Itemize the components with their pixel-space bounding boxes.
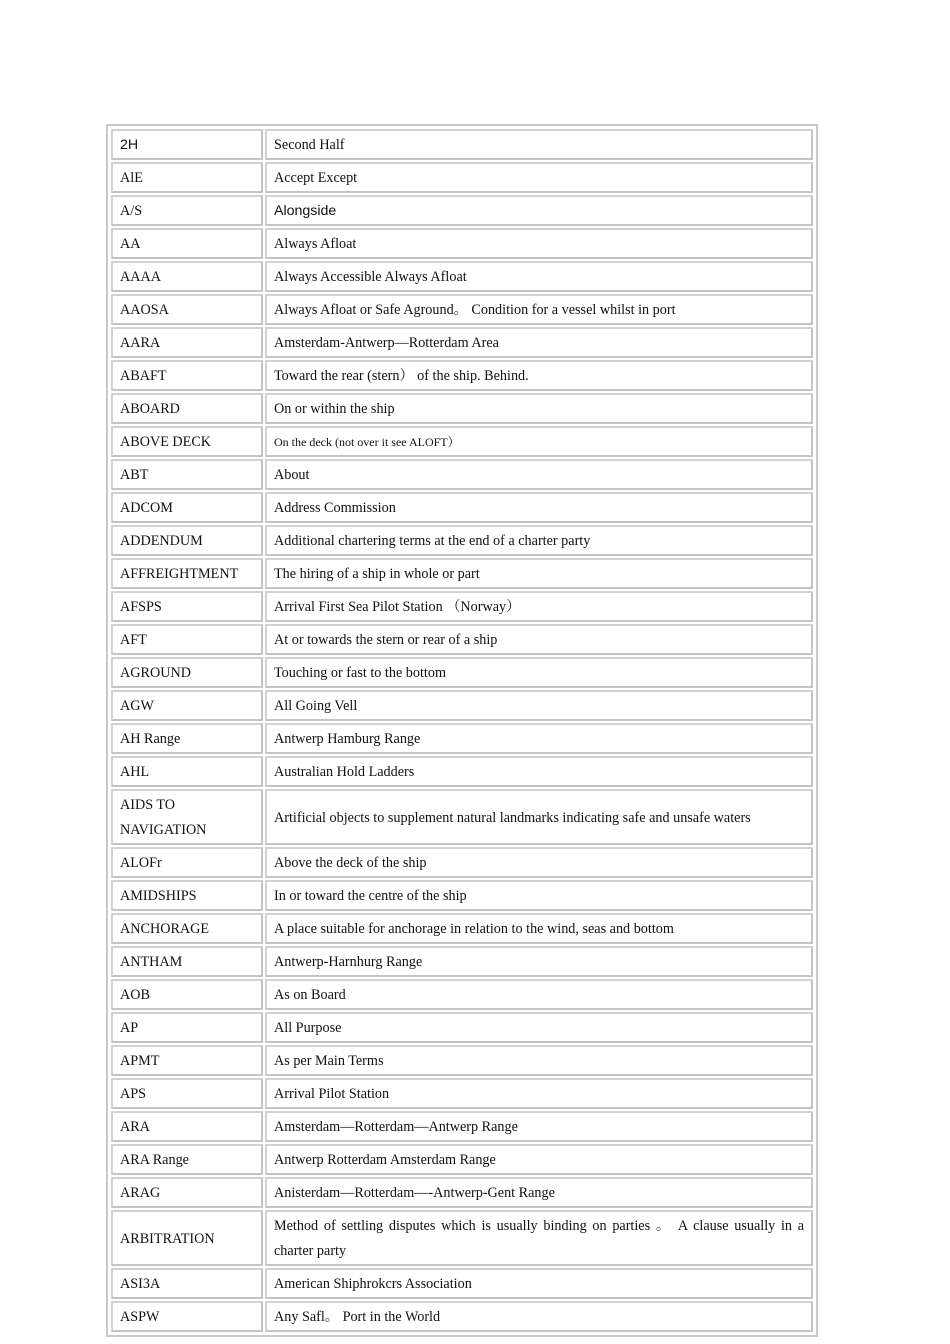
definition-cell: Arrival First Sea Pilot Station （Norway） xyxy=(265,591,813,622)
definition-cell: Touching or fast to the bottom xyxy=(265,657,813,688)
term-cell: ASPW xyxy=(111,1301,263,1332)
term-cell: ADCOM xyxy=(111,492,263,523)
definition-cell: Amsterdam-Antwerp—Rotterdam Area xyxy=(265,327,813,358)
term-cell: AlE xyxy=(111,162,263,193)
definition-cell: Australian Hold Ladders xyxy=(265,756,813,787)
definition-cell: A place suitable for anchorage in relation to the wind, seas and bottom xyxy=(265,913,813,944)
term-cell: ABT xyxy=(111,459,263,490)
definition-cell: As on Board xyxy=(265,979,813,1010)
term-cell: ARA xyxy=(111,1111,263,1142)
table-row xyxy=(111,1177,813,1208)
term-cell: ARAG xyxy=(111,1177,263,1208)
term-cell: APS xyxy=(111,1078,263,1109)
definition-cell: Accept Except xyxy=(265,162,813,193)
table-row xyxy=(111,913,813,944)
definition-cell: Method of settling disputes which is usually binding on parties 。 A clause usually in a charter party xyxy=(265,1210,813,1266)
table-row xyxy=(111,1111,813,1142)
table-row xyxy=(111,426,813,457)
table-row xyxy=(111,756,813,787)
table-row xyxy=(111,880,813,911)
term-cell: A/S xyxy=(111,195,263,226)
definition-cell: Antwerp Rotterdam Amsterdam Range xyxy=(265,1144,813,1175)
definition-cell: Alongside xyxy=(265,195,813,226)
term-cell: ASI3A xyxy=(111,1268,263,1299)
table-row xyxy=(111,690,813,721)
table-row xyxy=(111,525,813,556)
term-cell: ARA Range xyxy=(111,1144,263,1175)
term-cell: ABOVE DECK xyxy=(111,426,263,457)
table-row xyxy=(111,946,813,977)
term-cell: AIDS TO NAVIGATION xyxy=(111,789,263,845)
definition-cell: Arrival Pilot Station xyxy=(265,1078,813,1109)
table-row xyxy=(111,1301,813,1332)
definition-cell: In or toward the centre of the ship xyxy=(265,880,813,911)
table-row xyxy=(111,558,813,589)
definition-cell: Address Commission xyxy=(265,492,813,523)
table-row xyxy=(111,327,813,358)
term-cell: AFFREIGHTMENT xyxy=(111,558,263,589)
definition-cell: All Purpose xyxy=(265,1012,813,1043)
term-cell: ANTHAM xyxy=(111,946,263,977)
table-row xyxy=(111,624,813,655)
table-row xyxy=(111,1078,813,1109)
term-cell: AHL xyxy=(111,756,263,787)
definition-cell: On or within the ship xyxy=(265,393,813,424)
table-row xyxy=(111,129,813,160)
term-cell: ABOARD xyxy=(111,393,263,424)
table-row xyxy=(111,261,813,292)
definition-cell: On the deck (not over it see ALOFT） xyxy=(265,426,813,457)
definition-cell: Above the deck of the ship xyxy=(265,847,813,878)
term-cell: ADDENDUM xyxy=(111,525,263,556)
table-row xyxy=(111,789,813,845)
term-cell: AGROUND xyxy=(111,657,263,688)
table-row xyxy=(111,979,813,1010)
table-row xyxy=(111,360,813,391)
table-row xyxy=(111,1144,813,1175)
definition-cell: About xyxy=(265,459,813,490)
table-row xyxy=(111,1268,813,1299)
table-row xyxy=(111,459,813,490)
definition-cell: Second Half xyxy=(265,129,813,160)
table-row xyxy=(111,657,813,688)
definition-cell: Artificial objects to supplement natural landmarks indicating safe and unsafe waters xyxy=(265,789,813,845)
term-cell: APMT xyxy=(111,1045,263,1076)
definition-cell: American Shiphrokcrs Association xyxy=(265,1268,813,1299)
term-cell: AOB xyxy=(111,979,263,1010)
table-row xyxy=(111,195,813,226)
table-row xyxy=(111,1045,813,1076)
table-row xyxy=(111,393,813,424)
term-cell: AA xyxy=(111,228,263,259)
table-row xyxy=(111,162,813,193)
definition-cell: All Going Vell xyxy=(265,690,813,721)
term-cell: ANCHORAGE xyxy=(111,913,263,944)
table-row xyxy=(111,1012,813,1043)
definition-cell: Always Accessible Always Afloat xyxy=(265,261,813,292)
table-row xyxy=(111,228,813,259)
term-cell: ARBITRATION xyxy=(111,1210,263,1266)
table-row xyxy=(111,1210,813,1266)
definition-cell: Amsterdam—Rotterdam—Antwerp Range xyxy=(265,1111,813,1142)
term-cell: AFSPS xyxy=(111,591,263,622)
definition-cell: Additional chartering terms at the end of a charter party xyxy=(265,525,813,556)
definition-cell: Antwerp Hamburg Range xyxy=(265,723,813,754)
definition-cell: As per Main Terms xyxy=(265,1045,813,1076)
term-cell: 2H xyxy=(111,129,263,160)
term-cell: AARA xyxy=(111,327,263,358)
table-row xyxy=(111,847,813,878)
table-row xyxy=(111,492,813,523)
term-cell: AP xyxy=(111,1012,263,1043)
table-row xyxy=(111,723,813,754)
definition-cell: Toward the rear (stern） of the ship. Behind. xyxy=(265,360,813,391)
term-cell: AGW xyxy=(111,690,263,721)
term-cell: AAAA xyxy=(111,261,263,292)
abbreviations-table-body xyxy=(111,129,813,1332)
definition-cell: Always Afloat xyxy=(265,228,813,259)
definition-cell: Anisterdam—Rotterdam—-Antwerp-Gent Range xyxy=(265,1177,813,1208)
table-row xyxy=(111,294,813,325)
definition-cell: The hiring of a ship in whole or part xyxy=(265,558,813,589)
definition-cell: Any Safl。 Port in the World xyxy=(265,1301,813,1332)
term-cell: ABAFT xyxy=(111,360,263,391)
table-row xyxy=(111,591,813,622)
definition-cell: At or towards the stern or rear of a ship xyxy=(265,624,813,655)
term-cell: ALOFr xyxy=(111,847,263,878)
abbreviations-table xyxy=(106,124,818,1337)
term-cell: AMIDSHIPS xyxy=(111,880,263,911)
definition-cell: Always Afloat or Safe Aground。 Condition for a vessel whilst in port xyxy=(265,294,813,325)
definition-cell: Antwerp-Harnhurg Range xyxy=(265,946,813,977)
term-cell: AAOSA xyxy=(111,294,263,325)
term-cell: AFT xyxy=(111,624,263,655)
term-cell: AH Range xyxy=(111,723,263,754)
